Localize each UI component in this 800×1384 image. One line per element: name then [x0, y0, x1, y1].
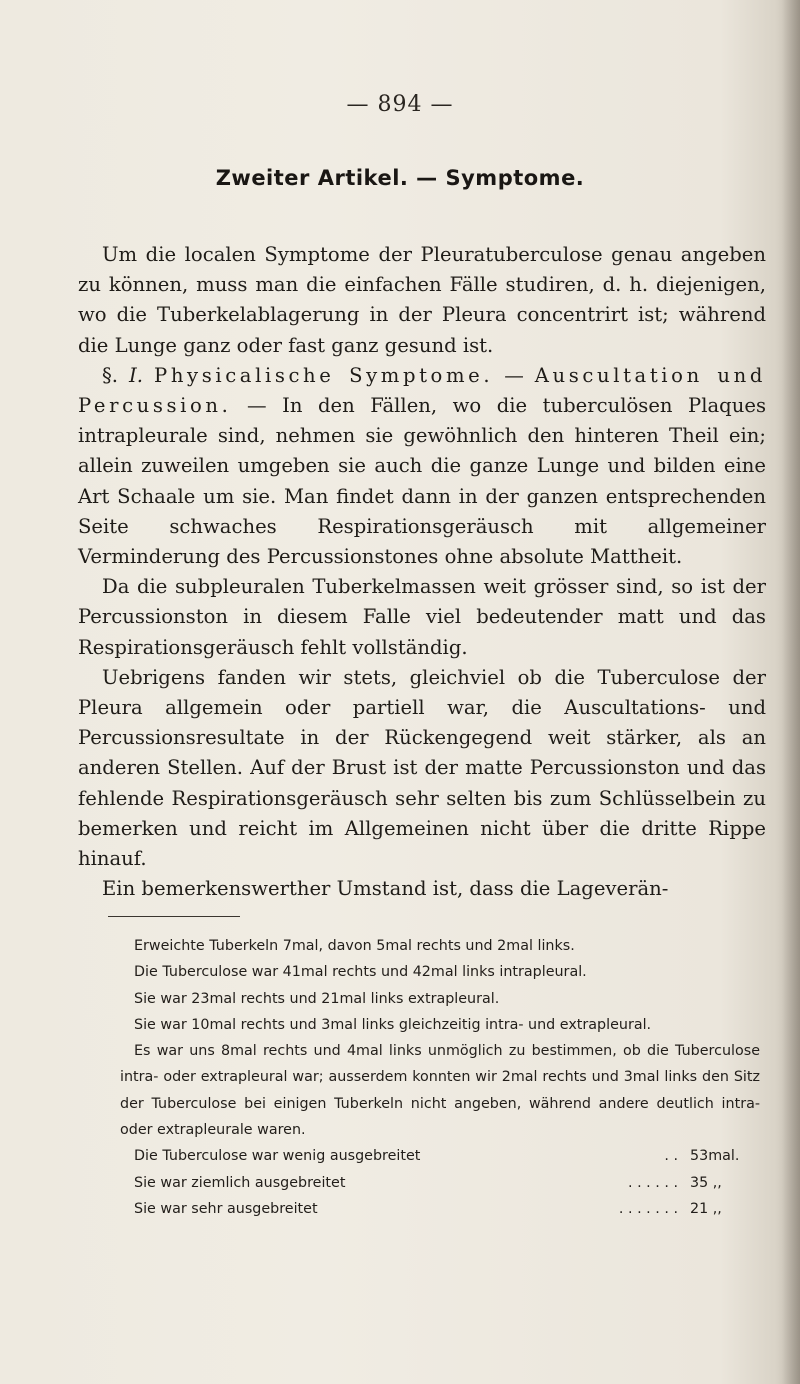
main-text: [78, 240, 766, 904]
tally-dots: . . . . . . .: [618, 1200, 678, 1217]
tally-row: [134, 1170, 760, 1196]
footnote-line: Es war uns 8mal rechts und 4mal links unmöglich zu bestimmen, ob die Tuberculose intra- oder extrapleural war; ausserdem konnten wir 2mal rechts und 3mal links den Sitz der Tuberculose bei einigen Tuberkeln nicht angeben, während andere deutlich intra- oder extrapleurale waren.: [120, 1043, 760, 1139]
page-edge-shadow: [782, 0, 800, 1384]
section-sign: §.: [102, 363, 119, 387]
heading-auscultation: Auscultation und Percussion.: [78, 363, 766, 418]
physical-symptoms-text: — In den Fällen, wo die tuberculösen Plaques intrapleurale sind, nehmen sie gewöhnlich den hinteren Theil ein; allein zuweilen umgeben sie auch die ganze Lunge und bilden eine Art Schaale um sie. Man findet dann in der ganzen entsprechenden Seite schwaches Respirationsgeräusch mit allgemeiner Verminderung des Percussionstones ohne absolute Mattheit.: [78, 394, 766, 569]
paragraph-physical-symptoms: [78, 361, 766, 572]
footnote-line: Sie war 23mal rechts und 21mal links extrapleural.: [134, 990, 500, 1007]
footnote-line: Erweichte Tuberkeln 7mal, davon 5mal rechts und 2mal links.: [134, 938, 575, 954]
paragraph-intro: Um die localen Symptome der Pleuratuberculose genau angeben zu können, muss man die einfachen Fälle studiren, d. h. diejenigen, wo die Tuberkelablagerung in der Pleura concentrirt ist; während die Lunge ganz oder fast ganz gesund ist.: [78, 243, 766, 357]
footnote: [120, 933, 760, 1222]
page-number: — 894 —: [346, 92, 454, 117]
tally-row: [134, 1196, 760, 1222]
tally-row: [134, 1143, 760, 1169]
heading-dash: —: [504, 363, 524, 387]
tally-dots: . . . . . .: [628, 1174, 678, 1191]
tally-label: Sie war sehr ausgebreitet: [134, 1200, 318, 1217]
footnote-rule: [108, 916, 240, 917]
paragraph-lageveraenderung: Ein bemerkenswerther Umstand ist, dass die Lageverän-: [102, 877, 669, 901]
tally-label: Die Tuberculose war wenig ausgebreitet: [134, 1148, 421, 1165]
tally-value: 53mal.: [690, 1148, 740, 1165]
heading-physical-symptoms: Physicalische Symptome.: [154, 363, 494, 387]
tally-dots: . .: [664, 1148, 678, 1165]
tally-label: Sie war ziemlich ausgebreitet: [134, 1174, 346, 1191]
tally-value: 21 ,,: [690, 1200, 722, 1217]
section-number: I.: [129, 363, 144, 387]
paragraph-subpleural: Da die subpleuralen Tuberkelmassen weit grösser sind, so ist der Percussionston in diesem Falle viel bedeutender matt und das Respirationsgeräusch fehlt vollständig.: [78, 575, 766, 659]
footnote-line: Sie war 10mal rechts und 3mal links gleichzeitig intra- und extrapleural.: [134, 1016, 652, 1033]
section-title: Zweiter Artikel. — Symptome.: [215, 166, 585, 190]
footnote-line: Die Tuberculose war 41mal rechts und 42mal links intrapleural.: [134, 964, 587, 981]
tally-value: 35 ,,: [690, 1174, 722, 1191]
paragraph-uebrigens: Uebrigens fanden wir stets, gleichviel ob die Tuberculose der Pleura allgemein oder partiell war, die Auscultations- und Percussionsresultate in der Rückengegend weit stärker, als an anderen Stellen. Auf der Brust ist der matte Percussionston und das fehlende Respirationsgeräusch sehr selten bis zum Schlüsselbein zu bemerken und reicht im Allgemeinen nicht über die dritte Rippe hinauf.: [78, 665, 766, 871]
extent-tally: [134, 1143, 760, 1222]
